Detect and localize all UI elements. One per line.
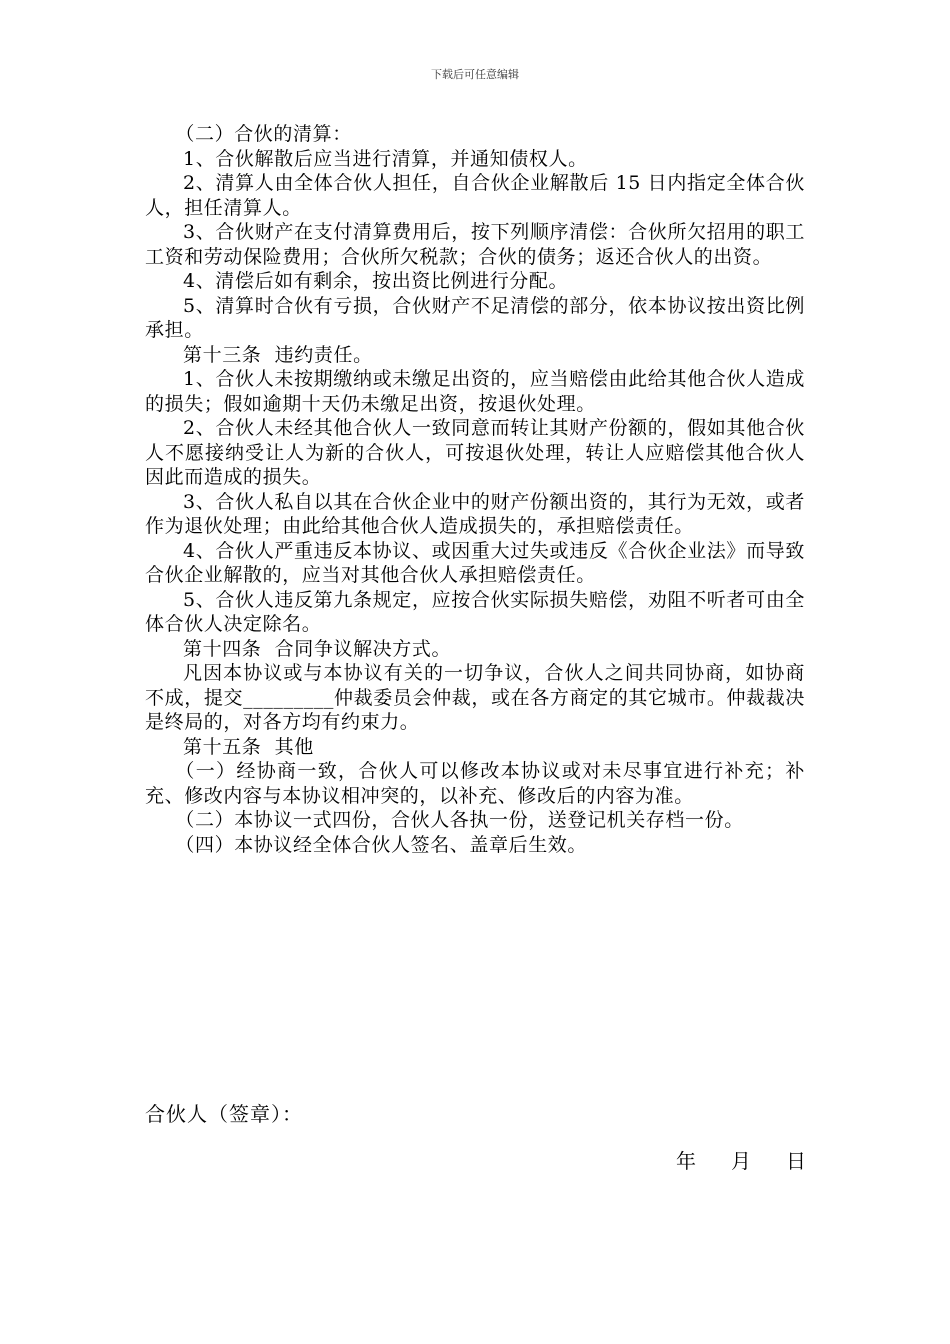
clause-paragraph: （四）本协议经全体合伙人签名、盖章后生效。 — [175, 833, 587, 856]
date-month-label: 月 — [731, 1149, 751, 1173]
clause-paragraph: 4、清偿后如有剩余，按出资比例进行分配。 — [183, 270, 569, 292]
signature-label: 合伙人（签章）： — [145, 1102, 303, 1126]
header-note: 下载后可任意编辑 — [431, 68, 519, 81]
clause-paragraph: 3、合伙人私自以其在合伙企业中的财产份额出资的，其行为无效，或者作为退伙处理；由此给其他合伙人造成损失的，承担赔偿责任。 — [145, 490, 805, 537]
article-heading-14: 第十四条 合同争议解决方式。 — [183, 637, 452, 660]
date-day-label: 日 — [786, 1149, 806, 1173]
date-year-label: 年 — [676, 1149, 696, 1173]
clause-paragraph: 5、合伙人违反第九条规定，应按合伙实际损失赔偿，劝阻不听者可由全体合伙人决定除名。 — [145, 588, 805, 635]
clause-paragraph: 凡因本协议或与本协议有关的一切争议，合伙人之间共同协商，如协商不成，提交_________仲裁委员会仲裁，或在各方商定的其它城市。仲裁裁决是终局的，对各方均有约束力。 — [145, 662, 805, 733]
document-body — [145, 122, 805, 857]
clause-paragraph: 2、合伙人未经其他合伙人一致同意而转让其财产份额的，假如其他合伙人不愿接纳受让人为新的合伙人，可按退伙处理，转让人应赔偿其他合伙人因此而造成的损失。 — [145, 417, 805, 488]
clause-paragraph: 1、合伙解散后应当进行清算，并通知债权人。 — [183, 147, 588, 170]
clause-paragraph: 4、合伙人严重违反本协议、或因重大过失或违反《合伙企业法》而导致合伙企业解散的，应当对其他合伙人承担赔偿责任。 — [145, 539, 805, 586]
date-line — [676, 1145, 806, 1174]
article-heading-13: 第十三条 违约责任。 — [183, 343, 373, 366]
clause-paragraph: 5、清算时合伙有亏损，合伙财产不足清偿的部分，依本协议按出资比例承担。 — [145, 294, 805, 341]
clause-paragraph: （二）本协议一式四份，合伙人各执一份，送登记机关存档一份。 — [175, 809, 744, 831]
clause-paragraph: 3、合伙财产在支付清算费用后，按下列顺序清偿：合伙所欠招用的职工工资和劳动保险费用；合伙所欠税款；合伙的债务；返还合伙人的出资。 — [145, 221, 805, 268]
section-heading-liquidation: （二）合伙的清算： — [175, 123, 352, 145]
clause-paragraph: 2、清算人由全体合伙人担任，自合伙企业解散后 15 日内指定全体合伙人，担任清算人。 — [145, 172, 805, 219]
article-heading-15: 第十五条 其他 — [183, 735, 314, 758]
clause-paragraph: （一）经协商一致，合伙人可以修改本协议或对未尽事宜进行补充；补充、修改内容与本协议相冲突的，以补充、修改后的内容为准。 — [145, 760, 805, 807]
clause-paragraph: 1、合伙人未按期缴纳或未缴足出资的，应当赔偿由此给其他合伙人造成的损失；假如逾期十天仍未缴足出资，按退伙处理。 — [145, 368, 805, 415]
